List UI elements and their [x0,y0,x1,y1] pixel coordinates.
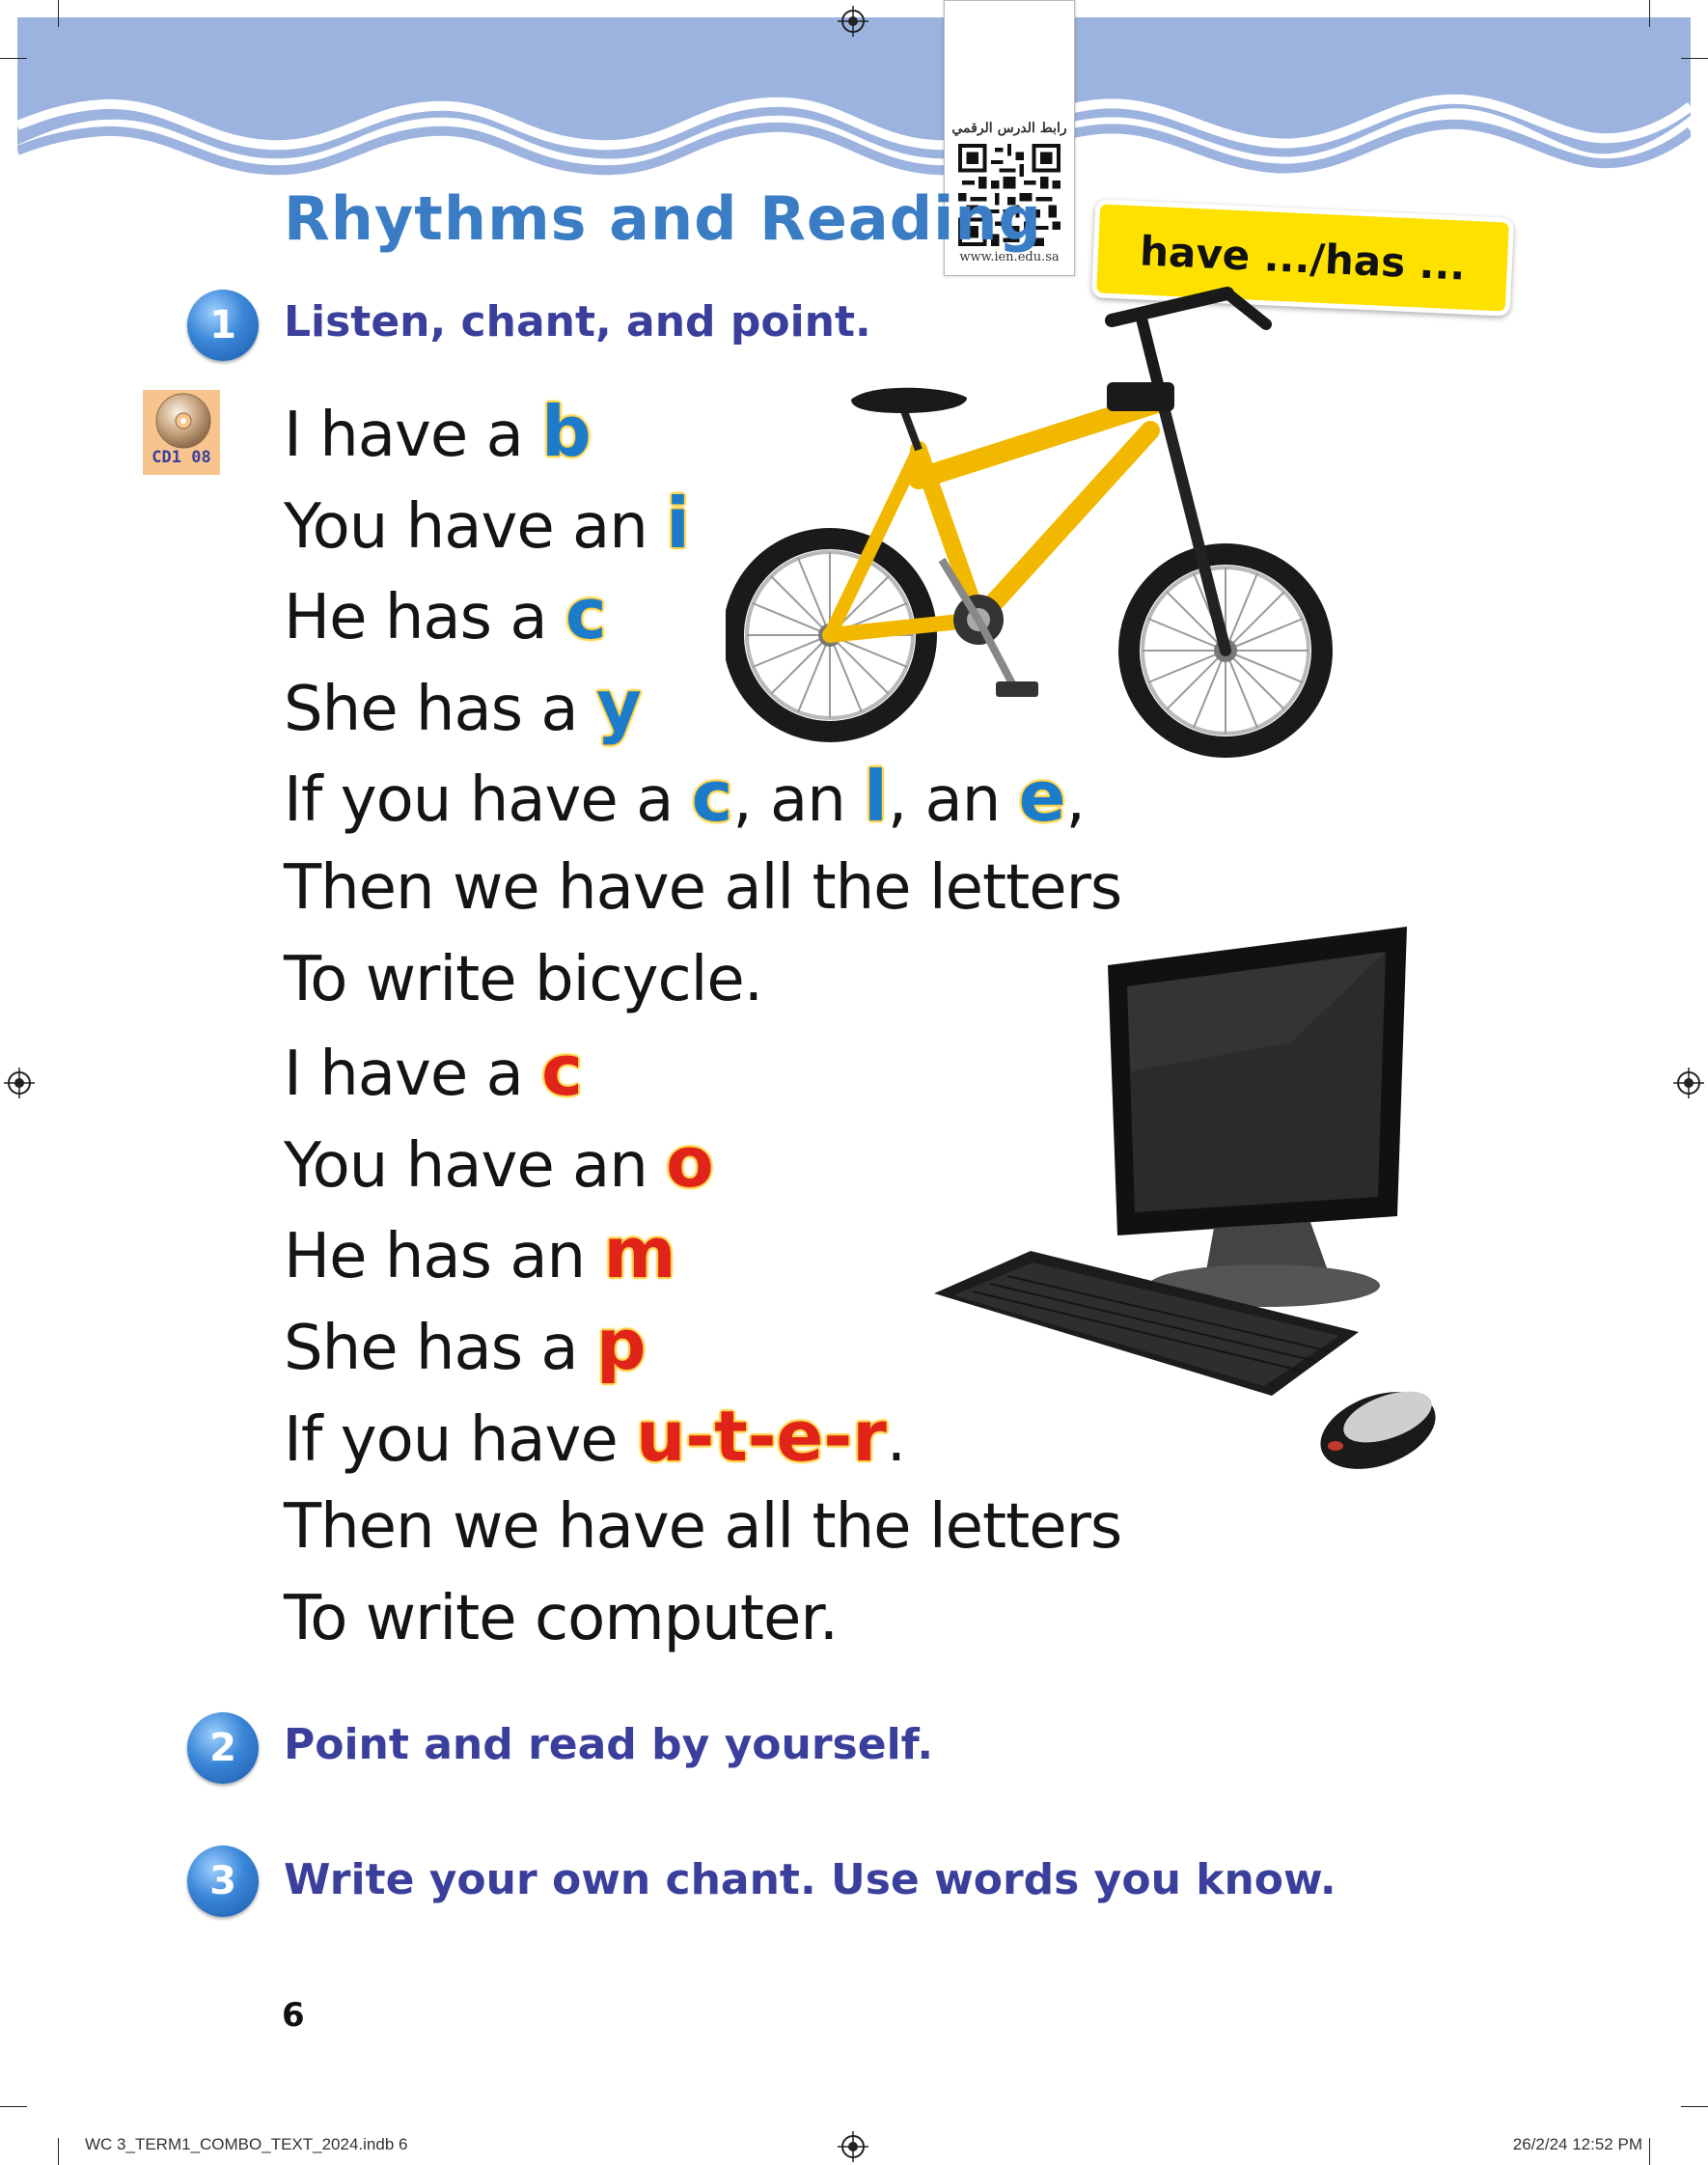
chant-text: You have an [284,1129,667,1202]
header-wave-band [17,17,1691,186]
chant-line: To write bicycle. [284,943,763,1015]
qr-caption-arabic: رابط الدرس الرقمي [951,121,1067,136]
highlighted-letter: e [1018,756,1066,838]
crop-mark [1681,58,1708,59]
page-number: 6 [282,1996,305,2035]
handlebar [1107,293,1266,411]
footer-timestamp: 26/2/24 12:52 PM [1512,2135,1642,2153]
chant-text: He has an [284,1221,604,1293]
registration-mark-icon [4,1068,35,1098]
chant-text: , an [887,764,1019,837]
chant-text: She has a [284,1312,596,1384]
registration-mark-icon [838,6,868,37]
audio-track-button[interactable] [143,390,220,475]
highlighted-letter: p [595,1303,647,1385]
page-title: Rhythms and Reading [284,183,1042,254]
registration-mark-icon [838,2131,868,2162]
computer-image [924,927,1446,1477]
highlighted-letter: c [541,1030,583,1112]
chant-text: You have an [284,490,667,563]
cd-disc-icon [154,392,212,450]
chant-text: He has a [284,582,565,654]
highlighted-letter: l [864,756,888,838]
chant-text: She has a [284,673,596,745]
chant-line: Then we have all the letters [284,1491,1122,1564]
crop-mark [58,2138,59,2165]
audio-track-label: CD1 08 [152,448,211,467]
seat [851,388,967,450]
step-instruction-2: Point and read by yourself. [284,1720,934,1769]
monitor [1108,927,1407,1307]
highlighted-letter: b [541,391,592,472]
footer-file-info: WC 3_TERM1_COMBO_TEXT_2024.indb 6 [85,2135,408,2153]
chant-text: , [1065,764,1085,837]
registration-mark-icon [1673,1068,1704,1098]
highlighted-letter: i [666,482,690,564]
highlighted-letter: y [595,664,642,746]
highlighted-letter: c [565,573,607,655]
crop-mark [1649,0,1650,27]
step-instruction-1: Listen, chant, and point. [284,297,871,347]
step-instruction-3: Write your own chant. Use words you know. [284,1855,1336,1904]
step-number-3: 3 [187,1846,259,1917]
chant-text: I have a [284,400,542,471]
chant-text: If you have a [284,764,692,837]
chant-text: . [886,1403,906,1476]
chant-text: , an [732,764,865,837]
crop-mark [1649,2138,1650,2165]
bicycle-image [726,286,1353,778]
grammar-badge-label: have .../has ... [1139,226,1467,290]
chant-line: To write computer. [284,1582,839,1654]
highlighted-letters: u-t-e-r [636,1395,887,1477]
crop-mark [0,58,27,59]
chant-text: I have a [284,1039,542,1111]
qr-url: www.ien.edu.sa [959,250,1060,264]
highlighted-letter: o [666,1121,714,1203]
front-fork [1160,392,1226,651]
crop-mark [58,0,59,27]
chant-line: Then we have all the letters [284,851,1122,924]
highlighted-letter: c [691,756,733,838]
mouse [1309,1377,1446,1477]
chant-text: If you have [284,1403,637,1476]
highlighted-letter: m [603,1212,676,1294]
crop-mark [0,2106,27,2107]
crop-mark [1681,2106,1708,2107]
step-number-2: 2 [187,1712,259,1784]
bike-frame [830,402,1160,635]
step-number-1: 1 [187,290,259,361]
